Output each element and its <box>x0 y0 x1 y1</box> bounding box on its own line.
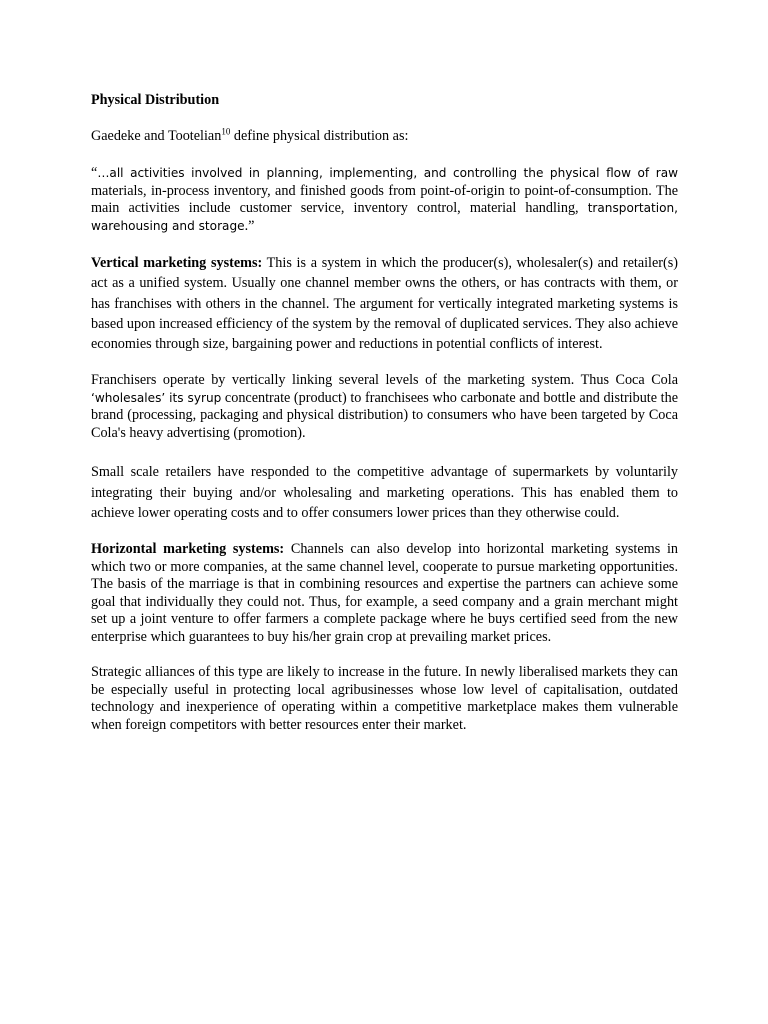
intro-suffix: define physical distribution as: <box>230 127 409 144</box>
paragraph-text-franchisers-sans: ‘wholesales’ its syrup <box>91 390 222 405</box>
quote-open-mark: “ <box>91 165 98 181</box>
footnote-reference: 10 <box>221 125 231 136</box>
paragraph-text-franchisers-end: concentrate (product) to franchisees who carbonate and bottle and distribute the brand (processing, packaging and physical distribution) to consumers who have been targeted by Coca Cola's heavy advertising (promotion). <box>91 389 679 441</box>
paragraph-vertical-marketing <box>91 253 678 354</box>
paragraph-horizontal-marketing <box>91 541 678 646</box>
quote-text-middle: materials, in-process inventory, and finished goods from point-of-origin to point-of-consumption. The main activities include customer service, inventory control, material handling, <box>91 182 678 216</box>
paragraph-strategic-alliances <box>91 664 678 734</box>
paragraph-text-franchisers-start: Franchisers operate by vertically linking several levels of the marketing system. Thus Coca Cola <box>91 372 678 389</box>
paragraph-text-horizontal: Channels can also develop into horizontal marketing systems in which two or more companies, at the same channel level, cooperate to pursue marketing opportunities. The basis of the marriage is that in combining resources and expertise the partners can achieve some goal that individually they could not. Thus, for example, a seed company and a grain merchant might set up a joint venture to offer farmers a complete package where he buys certified seed from the new enterprise which guarantees to buy his/her grain crop at prevailing market prices. <box>91 541 678 645</box>
paragraph-lead-horizontal: Horizontal marketing systems: <box>91 541 285 558</box>
document-page <box>91 92 678 751</box>
intro-text: Gaedeke and Tootelian <box>91 127 222 144</box>
paragraph-lead-vertical: Vertical marketing systems: <box>91 255 263 271</box>
quote-text-start: …all activities involved in planning, implementing, and controlling the physical flow of raw <box>97 166 678 180</box>
intro-line <box>91 125 678 146</box>
quote-close-mark: .” <box>244 217 255 234</box>
paragraph-text-small-retailers: Small scale retailers have responded to the competitive advantage of supermarkets by voluntarily integrating their buying and/or wholesaling and marketing operations. This has enabled them to achieve lower operating costs and to offer consumers lower prices than they otherwise could. <box>91 464 678 522</box>
paragraph-text-vertical: This is a system in which the producer(s), wholesaler(s) and retailer(s) act as a unified system. Usually one channel member owns the others, or has contracts with them, or has franchises with others in the channel. The argument for vertically integrated marketing systems is based upon increased efficiency of the system by the removal of duplicated services. They also achieve economies through size, bargaining power and reductions in potential conflicts of interest. <box>91 255 678 353</box>
definition-quote <box>91 165 678 235</box>
paragraph-text-strategic-alliances: Strategic alliances of this type are likely to increase in the future. In newly liberalised markets they can be especially useful in protecting local agribusinesses whose low level of capitalisation, outdated technology and inexperience of operating within a competitive marketplace makes them vulnerable when foreign competitors with better resources enter their market. <box>91 664 678 733</box>
paragraph-small-retailers <box>91 462 678 523</box>
quote-text-end: transportation, warehousing and storage <box>91 201 678 233</box>
section-heading: Physical Distribution <box>91 92 220 108</box>
paragraph-franchisers <box>91 372 678 442</box>
